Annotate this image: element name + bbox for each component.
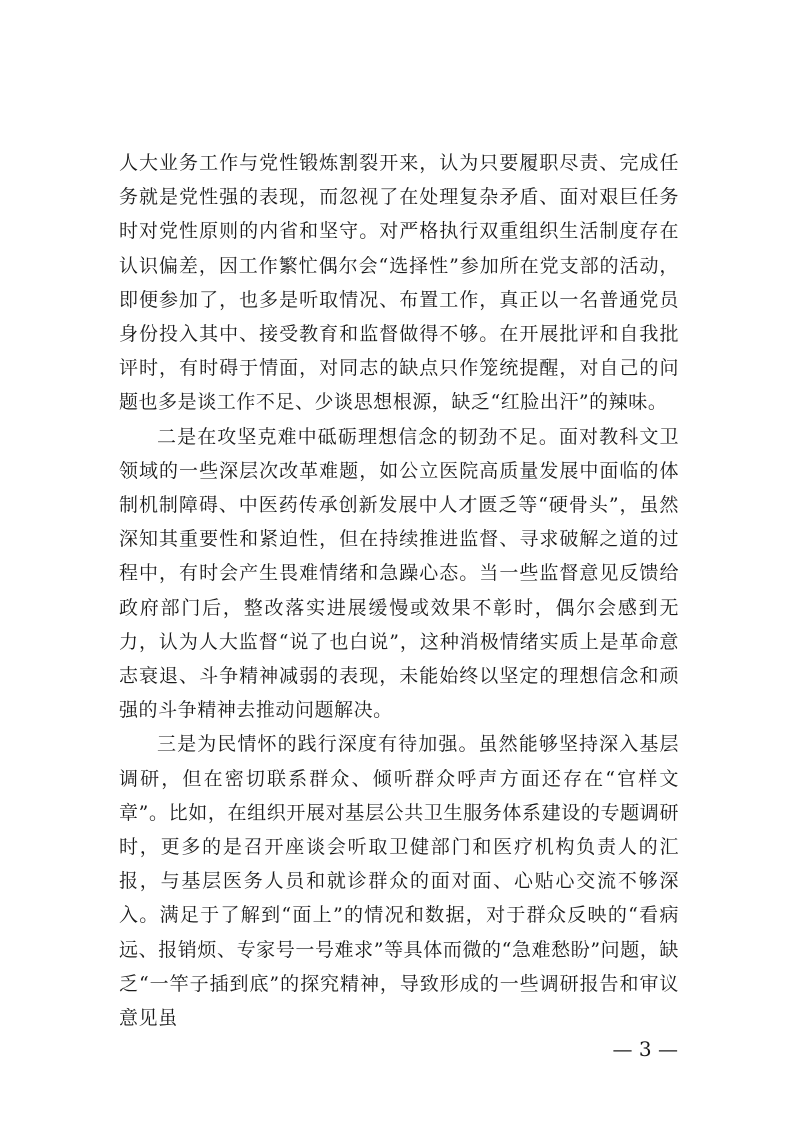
paragraph-second-issue: 二是在攻坚克难中砥砺理想信念的韧劲不足。面对教科文卫领域的一些深层次改革难题，如公立医院高质量发展中面临的体制机制障碍、中医药传承创新发展中人才匮乏等“硬骨头”，虽然深知其重要性和紧迫性，但在持续推进监督、寻求破解之道的过程中，有时会产生畏难情绪和急躁心态。当一些监督意见反馈给政府部门后，整改落实进展缓慢或效果不彰时，偶尔会感到无力，认为人大监督“说了也白说”，这种消极情绪实质上是革命意志衰退、斗争精神减弱的表现，未能始终以坚定的理想信念和顽强的斗争精神去推动问题解决。 bbox=[119, 425, 679, 722]
page-number: — 3 — bbox=[612, 1037, 678, 1061]
paragraph-continued: 人大业务工作与党性锻炼割裂开来，认为只要履职尽责、完成任务就是党性强的表现，而忽视了在处理复杂矛盾、面对艰巨任务时对党性原则的内省和坚守。对严格执行双重组织生活制度存在认识偏差，因工作繁忙偶尔会“选择性”参加所在党支部的活动，即便参加了，也多是听取情况、布置工作，真正以一名普通党员身份投入其中、接受教育和监督做得不够。在开展批评和自我批评时，有时碍于情面，对同志的缺点只作笼统提醒，对自己的问题也多是谈工作不足、少谈思想根源，缺乏“红脸出汗”的辣味。 bbox=[119, 152, 679, 414]
paragraph-third-issue: 三是为民情怀的践行深度有待加强。虽然能够坚持深入基层调研，但在密切联系群众、倾听群众呼声方面还存在“官样文章”。比如，在组织开展对基层公共卫生服务体系建设的专题调研时，更多的是召开座谈会听取卫健部门和医疗机构负责人的汇报，与基层医务人员和就诊群众的面对面、心贴心交流不够深入。满足于了解到“面上”的情况和数据，对于群众反映的“看病远、报销烦、专家号一号难求”等具体而微的“急难愁盼”问题，缺乏“一竿子插到底”的探究精神，导致形成的一些调研报告和审议意见虽 bbox=[119, 733, 679, 1030]
document-body bbox=[119, 146, 679, 1035]
